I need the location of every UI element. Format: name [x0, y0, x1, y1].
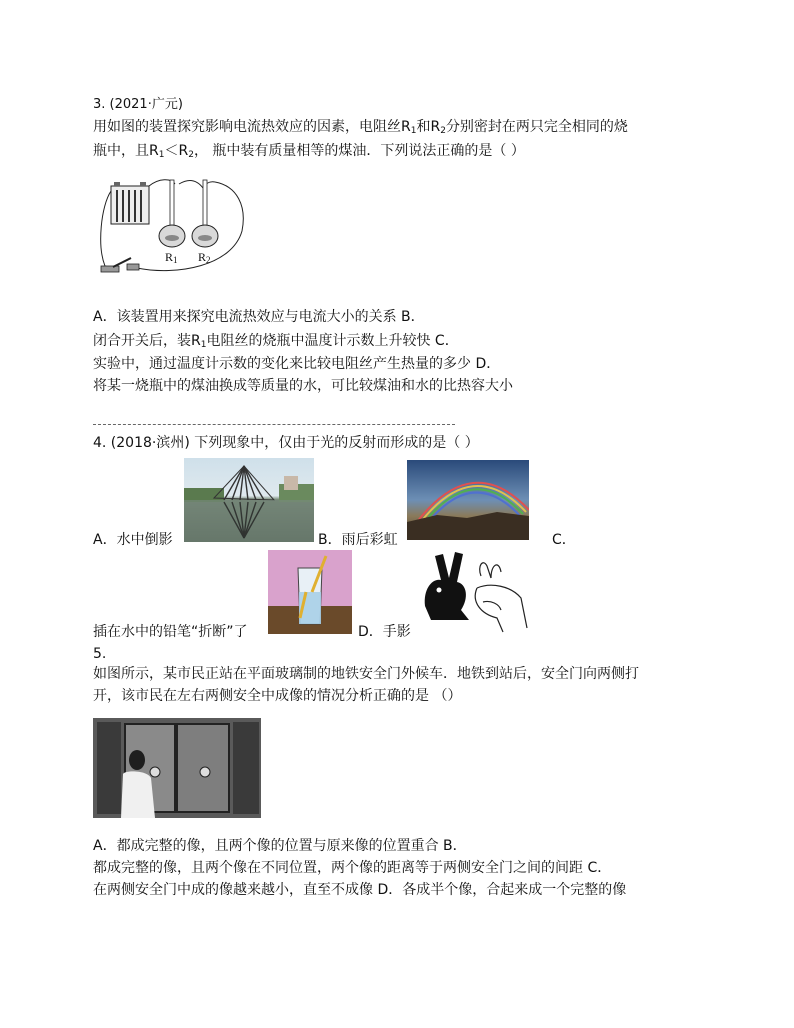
- q3-circuit-figure: [97, 176, 247, 280]
- q5-options-line2: 都成完整的像，且两个像在不同位置，两个像的距离等于两侧安全门之间的间距 C．: [93, 860, 612, 876]
- q4-number: 4. (2018·滨州) 下列现象中，仅由于光的反射而形成的是（ ）: [93, 435, 479, 451]
- q5-photo-subway-door: [93, 718, 261, 818]
- q4-option-d: D．手影: [358, 624, 411, 640]
- q4-photo-pencil: [268, 550, 352, 634]
- q3-number: 3. (2021·广元): [93, 97, 183, 112]
- q4-photo-reflection: [184, 458, 314, 542]
- q4-option-a: A．水中倒影: [93, 532, 173, 548]
- q3-options-line3: 实验中，通过温度计示数的变化来比较电阻丝产生热量的多少 D．: [93, 356, 501, 372]
- q5-number: 5.: [93, 646, 107, 662]
- q5-stem-line1: 如图所示，某市民正站在平面玻璃制的地铁安全门外候车．地铁到站后，安全门向两侧打: [93, 666, 639, 682]
- question-divider: [93, 424, 455, 425]
- q3-options-line1: A．该装置用来探究电流热效应与电流大小的关系 B．: [93, 309, 425, 325]
- q4-option-b: B．雨后彩虹: [318, 532, 398, 548]
- q4-option-c-text: 插在水中的铅笔“折断”了: [93, 624, 248, 640]
- q4-photo-hand-shadow: [421, 548, 529, 636]
- q3-options-line4: 将某一烧瓶中的煤油换成等质量的水，可比较煤油和水的比热容大小: [93, 378, 513, 394]
- q3-stem-line2: 瓶中，且$R_1<R_2$， 瓶中装有质量相等的煤油．下列说法正确的是（ ）: [93, 143, 525, 160]
- q3-label-r2: $R_2$: [198, 250, 211, 265]
- q5-options-line1: A．都成完整的像，且两个像的位置与原来像的位置重合 B．: [93, 838, 467, 854]
- q3-stem-line1: 用如图的装置探究影响电流热效应的因素，电阻丝$R_1$和$R_2$分别密封在两只完全相同的烧: [93, 119, 628, 136]
- q3-options-line2: 闭合开关后，装$R_1$电阻丝的烧瓶中温度计示数上升较快 C．: [93, 333, 459, 350]
- q4-photo-rainbow: [407, 460, 529, 540]
- q5-options-line3: 在两侧安全门中成的像越来越小，直至不成像 D．各成半个像，合起来成一个完整的像: [93, 882, 627, 898]
- q4-option-c: C．: [552, 532, 576, 548]
- q5-stem-line2: 开，该市民在左右两侧安全中成像的情况分析正确的是 （）: [93, 688, 462, 704]
- q3-label-r1: $R_1$: [165, 250, 178, 265]
